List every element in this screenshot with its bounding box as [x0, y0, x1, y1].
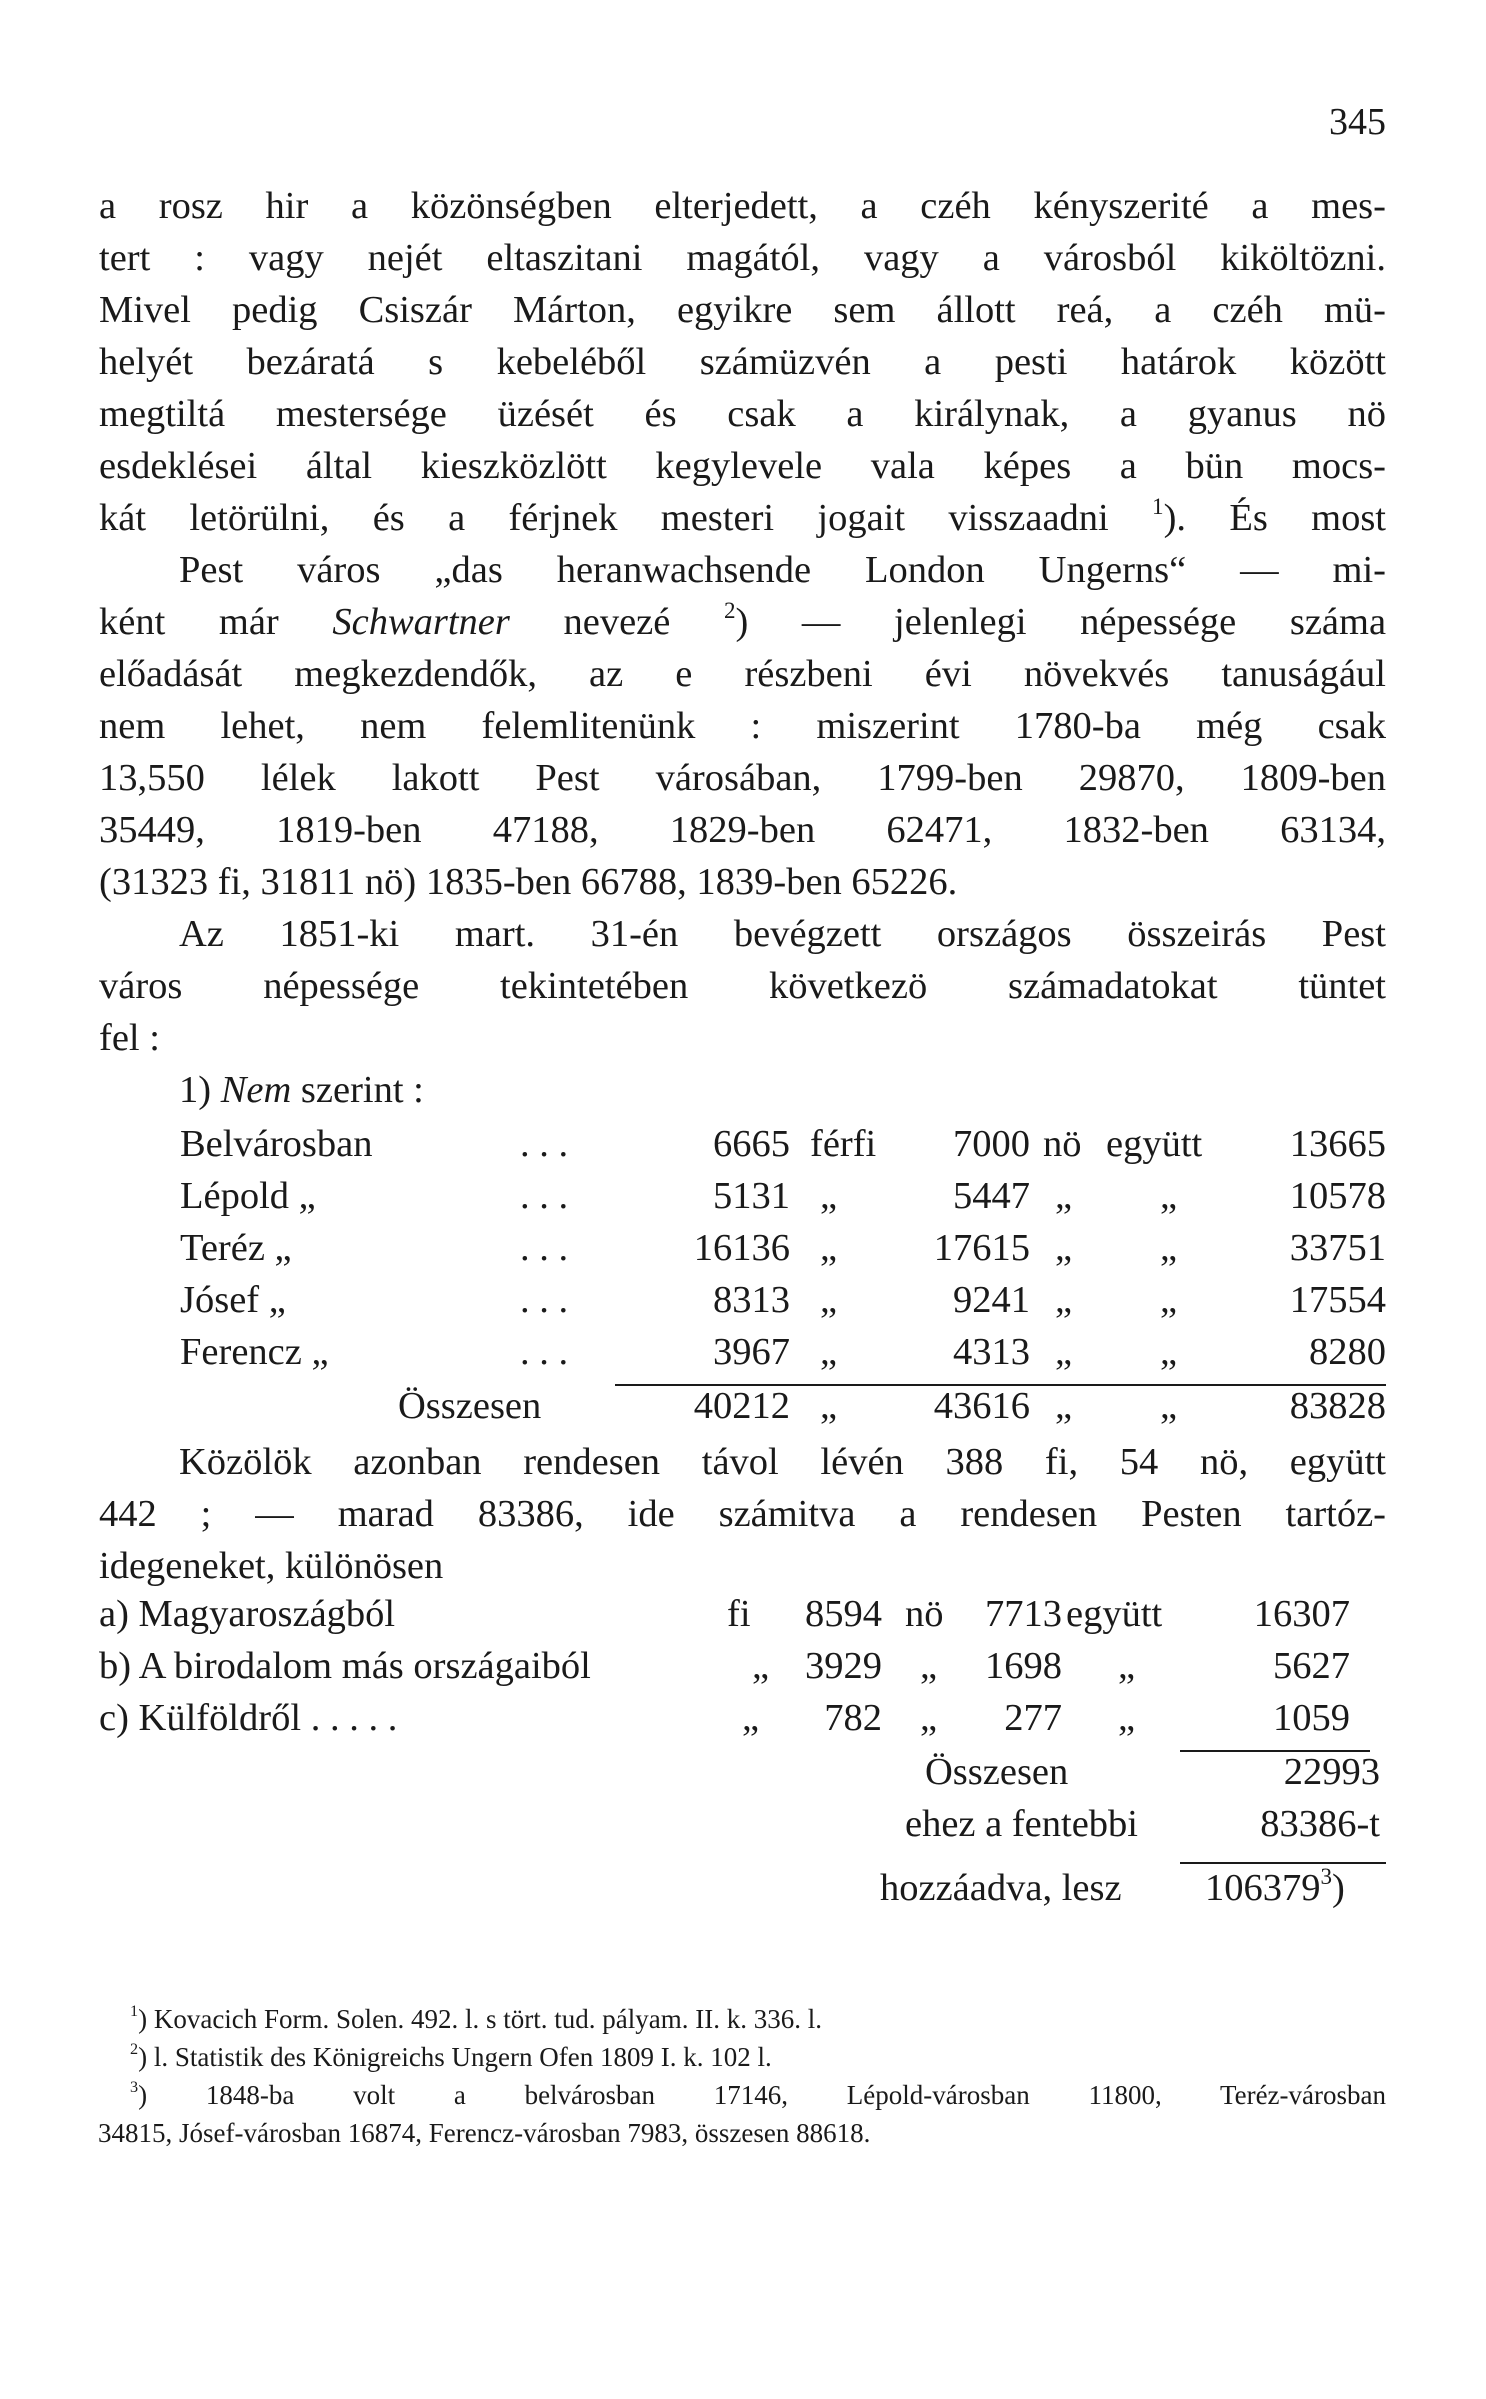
- district-name: Jósef „: [180, 1279, 286, 1321]
- female-count: 5447: [953, 1175, 1030, 1217]
- footnote-ref: 1: [1152, 493, 1164, 520]
- text-fragment: szerint :: [300, 1069, 424, 1111]
- male-unit: „: [820, 1385, 838, 1427]
- total-count: 13665: [1289, 1123, 1386, 1165]
- female-unit: nö: [905, 1593, 944, 1635]
- male-count: 3967: [713, 1331, 790, 1373]
- female-unit: „: [920, 1697, 938, 1739]
- total-unit: együtt: [1106, 1123, 1203, 1165]
- male-count: 3929: [805, 1645, 882, 1687]
- male-unit: „: [742, 1697, 760, 1739]
- origin-label: b) A birodalom más országaiból: [99, 1645, 591, 1687]
- female-count: 7000: [953, 1123, 1030, 1165]
- district-name: Lépold „: [180, 1175, 316, 1217]
- total-unit: együtt: [1066, 1593, 1163, 1635]
- body-text: [99, 180, 1386, 1116]
- sum-label: Összesen: [925, 1751, 1069, 1793]
- leader-dots: . . .: [520, 1175, 569, 1217]
- male-count: 782: [824, 1697, 882, 1739]
- leader-dots: . . .: [520, 1279, 569, 1321]
- male-count: 8313: [713, 1279, 790, 1321]
- female-count: 17615: [933, 1227, 1030, 1269]
- total-unit: „: [1160, 1279, 1178, 1321]
- text-line: a rosz hir a közönségben elterjedett, a czéh kényszerité a mes-: [99, 185, 1386, 227]
- footnote-text: ) Kovacich Form. Solen. 492. l. s tört. tud. pályam. II. k. 336. l.: [138, 2004, 823, 2034]
- female-count: 277: [1004, 1697, 1062, 1739]
- text-line: tert : vagy nejét eltaszitani magától, vagy a városból kiköltözni.: [99, 237, 1386, 279]
- text-fragment: ) — jelenlegi népessége száma: [735, 601, 1387, 643]
- text-fragment: ként már: [99, 601, 279, 643]
- female-count: 1698: [985, 1645, 1062, 1687]
- footnote-text: ) 1848-ba volt a belvárosban 17146, Lépold-városban 11800, Teréz-városban: [138, 2080, 1386, 2110]
- text-fragment: 1): [179, 1069, 212, 1111]
- male-count: 8594: [805, 1593, 882, 1635]
- text-line: Az 1851-ki mart. 31-én bevégzett országos összeirás Pest: [179, 913, 1386, 955]
- footnote-text: ) l. Statistik des Königreichs Ungern Ofen 1809 I. k. 102 l.: [138, 2042, 772, 2072]
- footnotes: [98, 2000, 1386, 2152]
- total-unit: „: [1118, 1697, 1136, 1739]
- total-count: 10578: [1289, 1175, 1386, 1217]
- origin-label: a) Magyaroszágból: [99, 1593, 396, 1635]
- add-value: 83386-t: [1260, 1803, 1380, 1845]
- male-unit: fi: [727, 1593, 751, 1635]
- page-number: 345: [1329, 101, 1386, 143]
- male-count: 16136: [693, 1227, 790, 1269]
- footnote-3-continued: 34815, Jósef-városban 16874, Ferencz-városban 7983, összesen 88618.: [98, 2118, 871, 2148]
- result-value: 106379: [1205, 1867, 1321, 1909]
- author-name: Schwartner: [332, 601, 510, 643]
- total-unit: „: [1118, 1645, 1136, 1687]
- sum-value: 22993: [1283, 1751, 1380, 1793]
- text-line: idegeneket, különösen: [99, 1545, 444, 1587]
- female-unit: nö: [1043, 1123, 1082, 1165]
- footnote-mark: 3: [130, 2078, 139, 2096]
- total-unit: „: [1160, 1227, 1178, 1269]
- female-count: 9241: [953, 1279, 1030, 1321]
- footnote-2: [130, 2038, 1386, 2076]
- total-count: 16307: [1253, 1593, 1350, 1635]
- male-unit: „: [752, 1645, 770, 1687]
- female-unit: „: [1055, 1385, 1073, 1427]
- district-name: Ferencz „: [180, 1331, 329, 1373]
- female-unit: „: [1055, 1175, 1073, 1217]
- female-unit: „: [1055, 1227, 1073, 1269]
- section-keyword: Nem: [220, 1069, 292, 1111]
- add-label: ehez a fentebbi: [905, 1803, 1138, 1845]
- total-count: 1059: [1273, 1697, 1350, 1739]
- female-unit: „: [1055, 1279, 1073, 1321]
- male-unit: férfi: [810, 1123, 877, 1165]
- sum-label: Összesen: [398, 1385, 542, 1427]
- text-line: város népessége tekintetében következö számadatokat tüntet: [99, 965, 1386, 1007]
- total-count: 33751: [1289, 1227, 1386, 1269]
- total-count: 8280: [1309, 1331, 1386, 1373]
- text-line: 35449, 1819-ben 47188, 1829-ben 62471, 1832-ben 63134,: [99, 809, 1386, 851]
- text-line: (31323 fi, 31811 nö) 1835-ben 66788, 1839-ben 65226.: [99, 861, 958, 903]
- district-name: Belvárosban: [180, 1123, 373, 1165]
- leader-dots: . . .: [520, 1227, 569, 1269]
- footnote-ref: 3: [1320, 1863, 1333, 1890]
- text-line: Pest város „das heranwachsende London Ungerns“ — mi-: [179, 549, 1386, 591]
- total-count: 5627: [1273, 1645, 1350, 1687]
- male-unit: „: [820, 1279, 838, 1321]
- text-line: helyét bezáratá s kebeléből számüzvén a pesti határok között: [99, 341, 1386, 383]
- male-sum: 40212: [693, 1385, 790, 1427]
- female-unit: „: [1055, 1331, 1073, 1373]
- footnote-mark: 2: [130, 2040, 139, 2058]
- text-line: Mivel pedig Csiszár Márton, egyikre sem állott reá, a czéh mü-: [99, 289, 1386, 331]
- female-count: 4313: [953, 1331, 1030, 1373]
- section-heading: [99, 1064, 1386, 1116]
- female-unit: „: [920, 1645, 938, 1687]
- male-count: 5131: [713, 1175, 790, 1217]
- text-line: esdeklései által kieszközlött kegylevele vala képes a bün mocs-: [99, 445, 1386, 487]
- text-fragment: kát letörülni, és a férjnek mesteri jogait visszaadni: [99, 497, 1109, 539]
- district-name: Teréz „: [180, 1227, 292, 1269]
- text-fragment: nevezé: [563, 601, 671, 643]
- text-fragment: ). És most: [1163, 497, 1386, 539]
- result-label: hozzáadva, lesz: [880, 1867, 1122, 1909]
- male-unit: „: [820, 1331, 838, 1373]
- result-rule: [1180, 1862, 1386, 1864]
- total-sum: 83828: [1289, 1385, 1386, 1427]
- footnote-3: [130, 2076, 1386, 2114]
- result-value-group: 106379$^3$): [1205, 1863, 1345, 1909]
- text-line: előadását megkezdendők, az e részbeni évi növekvés tanuságául: [99, 653, 1386, 695]
- leader-dots: . . .: [520, 1331, 569, 1373]
- text-line: Közölök azonban rendesen távol lévén 388 fi, 54 nö, együtt: [179, 1441, 1386, 1483]
- footnote-mark: 1: [130, 2002, 139, 2020]
- footnote-1: [130, 2000, 1386, 2038]
- total-unit: „: [1160, 1175, 1178, 1217]
- leader-dots: . . .: [520, 1123, 569, 1165]
- male-unit: „: [820, 1175, 838, 1217]
- total-unit: „: [1160, 1331, 1178, 1373]
- total-unit: „: [1160, 1385, 1178, 1427]
- text-line: 442 ; — marad 83386, ide számitva a rendesen Pesten tartóz-: [99, 1493, 1386, 1535]
- text-line: 13,550 lélek lakott Pest városában, 1799-ben 29870, 1809-ben: [99, 757, 1386, 799]
- male-unit: „: [820, 1227, 838, 1269]
- total-count: 17554: [1289, 1279, 1386, 1321]
- text-line: nem lehet, nem felemlitenünk : miszerint 1780-ba még csak: [99, 705, 1386, 747]
- text-line: [99, 492, 1386, 544]
- body-text-continued: [99, 1436, 1386, 1592]
- female-sum: 43616: [933, 1385, 1030, 1427]
- text-line: megtiltá mestersége üzését és csak a királynak, a gyanus nö: [99, 393, 1386, 435]
- origin-label: c) Külföldről . . . . .: [99, 1697, 398, 1739]
- text-line: fel :: [99, 1017, 160, 1059]
- footnote-ref: 2: [723, 597, 736, 624]
- male-count: 6665: [713, 1123, 790, 1165]
- text-line: [99, 596, 1386, 648]
- female-count: 7713: [985, 1593, 1062, 1635]
